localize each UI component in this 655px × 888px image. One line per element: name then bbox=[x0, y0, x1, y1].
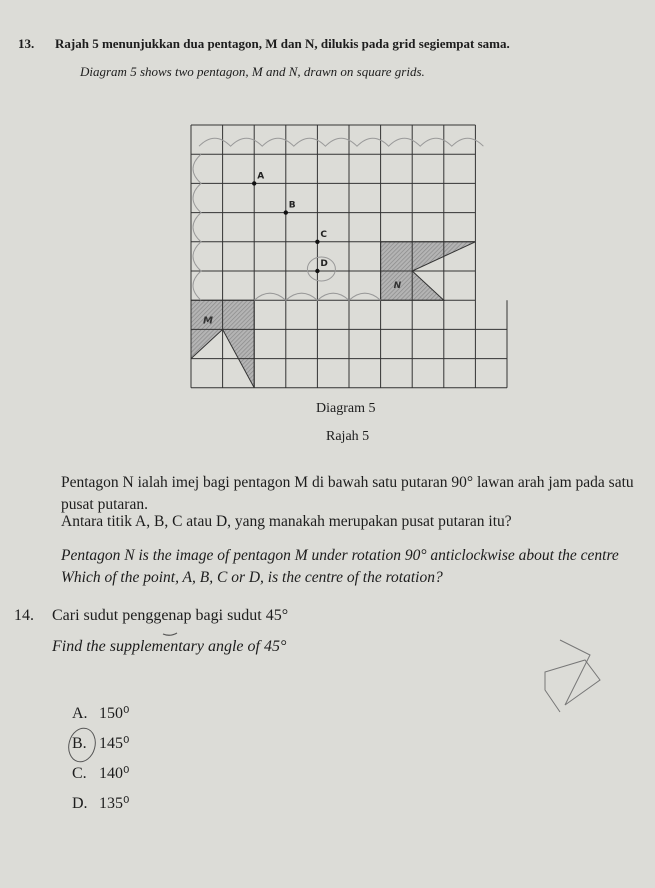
q13-english-line1: Pentagon N is the image of pentagon M under rotation 90° anticlockwise about the centre bbox=[61, 547, 619, 564]
point-label-d: D bbox=[320, 259, 328, 269]
point-label-a: A bbox=[257, 171, 265, 182]
q13-english-intro: Diagram 5 shows two pentagon, M and N, drawn on square grids. bbox=[80, 64, 425, 79]
pentagon-m-label: M bbox=[203, 315, 213, 327]
option-letter: C. bbox=[72, 765, 87, 782]
option-value: 145⁰ bbox=[99, 735, 130, 752]
q14-malay-question: Cari sudut penggenap bagi sudut 45° bbox=[52, 607, 289, 624]
q13-malay-line2: pusat putaran. bbox=[61, 496, 148, 513]
q13-english-line2: Which of the point, A, B, C or D, is the centre of the rotation? bbox=[61, 569, 443, 586]
option-a[interactable] bbox=[72, 703, 129, 723]
point-label-c: C bbox=[320, 229, 328, 240]
point-b bbox=[284, 210, 288, 214]
option-d[interactable] bbox=[72, 793, 129, 813]
option-value: 150⁰ bbox=[99, 705, 130, 722]
point-label-b: B bbox=[288, 200, 296, 211]
point-d bbox=[315, 269, 319, 273]
q14-number: 14. bbox=[14, 607, 34, 624]
pencil-scallop-top bbox=[199, 138, 483, 146]
point-a bbox=[252, 181, 256, 185]
option-value: 135⁰ bbox=[99, 795, 130, 812]
q13-malay-line3: Antara titik A, B, C atau D, yang manakah merupakan pusat putaran itu? bbox=[61, 513, 512, 530]
option-letter: B. bbox=[72, 735, 87, 752]
q14-english-question: Find the supplementary angle of 45° bbox=[52, 638, 287, 655]
option-value: 140⁰ bbox=[99, 765, 130, 782]
option-letter: A. bbox=[72, 705, 88, 722]
diagram-caption-en: Diagram 5 bbox=[316, 401, 376, 416]
pencil-scallop-left bbox=[193, 154, 201, 300]
option-letter: D. bbox=[72, 795, 88, 812]
option-b[interactable] bbox=[72, 733, 129, 753]
q13-malay-line1: Pentagon N ialah imej bagi pentagon M di bawah satu putaran 90° lawan arah jam pada satu bbox=[61, 474, 634, 491]
diagram-caption-ms: Rajah 5 bbox=[326, 429, 370, 444]
q13-malay-intro: Rajah 5 menunjukkan dua pentagon, M dan N, dilukis pada grid segiempat sama. bbox=[55, 36, 510, 51]
q13-number: 13. bbox=[18, 36, 35, 51]
pentagon-n-label: N bbox=[393, 281, 402, 291]
point-c bbox=[315, 240, 319, 244]
option-c[interactable] bbox=[72, 763, 129, 783]
